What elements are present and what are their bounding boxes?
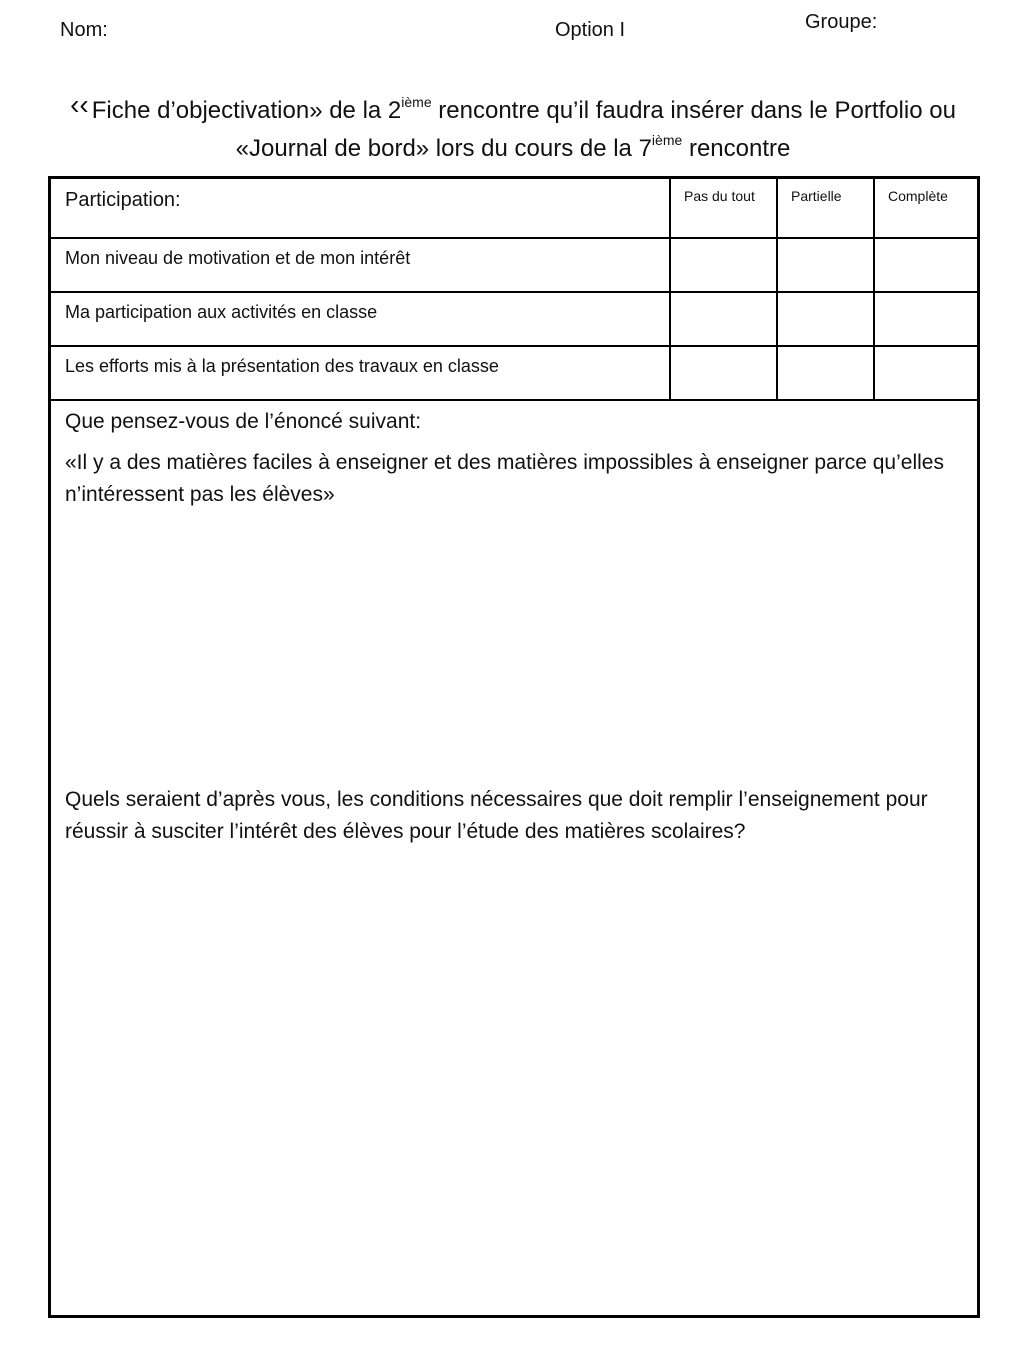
row-label-efforts: Les efforts mis à la présentation des travaux en classe bbox=[51, 346, 670, 400]
checkbox-cell-partielle[interactable] bbox=[777, 292, 874, 346]
title-part-1: Fiche d’objectivation» de la 2 bbox=[91, 97, 402, 124]
document-title bbox=[48, 86, 978, 168]
opening-quote-mark: ‹‹ bbox=[70, 89, 89, 120]
checkbox-cell-partielle[interactable] bbox=[777, 238, 874, 292]
title-superscript-2: ième bbox=[651, 132, 683, 148]
table-header-row bbox=[51, 179, 977, 238]
option-label: Option I bbox=[555, 19, 626, 41]
checkbox-cell-complete[interactable] bbox=[874, 292, 977, 346]
checkbox-cell-pas-du-tout[interactable] bbox=[670, 292, 777, 346]
column-header-partielle: Partielle bbox=[777, 179, 874, 238]
title-part-3: rencontre bbox=[682, 135, 791, 162]
checkbox-cell-pas-du-tout[interactable] bbox=[670, 238, 777, 292]
table-row bbox=[51, 292, 977, 346]
column-header-complete: Complète bbox=[874, 179, 977, 238]
table-row bbox=[51, 346, 977, 400]
checkbox-cell-complete[interactable] bbox=[874, 346, 977, 400]
question-1-statement: «Il y a des matières faciles à enseigner et des matières impossibles à enseigner parce qu’elles n’intéressent pas les élèves» bbox=[65, 451, 944, 506]
title-part-2: rencontre qu’il faudra insérer dans le Portfolio ou «Journal de bord» lors du cours de la 7 bbox=[235, 97, 956, 162]
column-header-pas-du-tout: Pas du tout bbox=[670, 179, 777, 238]
answer-area-2[interactable] bbox=[65, 889, 960, 1299]
checkbox-cell-complete[interactable] bbox=[874, 238, 977, 292]
title-superscript-1: ième bbox=[401, 94, 432, 110]
nom-label: Nom: bbox=[60, 19, 108, 41]
question-1-prompt: Que pensez-vous de l’énoncé suivant: bbox=[65, 410, 422, 433]
form-frame bbox=[48, 176, 980, 1318]
groupe-label: Groupe: bbox=[805, 11, 878, 33]
row-label-motivation: Mon niveau de motivation et de mon intérêt bbox=[51, 238, 670, 292]
table-row bbox=[51, 238, 977, 292]
row-label-participation: Ma participation aux activités en classe bbox=[51, 292, 670, 346]
checkbox-cell-pas-du-tout[interactable] bbox=[670, 346, 777, 400]
checkbox-cell-partielle[interactable] bbox=[777, 346, 874, 400]
participation-heading: Participation: bbox=[51, 179, 670, 238]
participation-table bbox=[51, 179, 977, 401]
answer-area-1[interactable] bbox=[65, 519, 960, 759]
question-2: Quels seraient d’après vous, les conditions nécessaires que doit remplir l’enseignement pour réussir à susciter l’intérêt des élèves pour l’étude des matières scolaires? bbox=[65, 788, 928, 843]
